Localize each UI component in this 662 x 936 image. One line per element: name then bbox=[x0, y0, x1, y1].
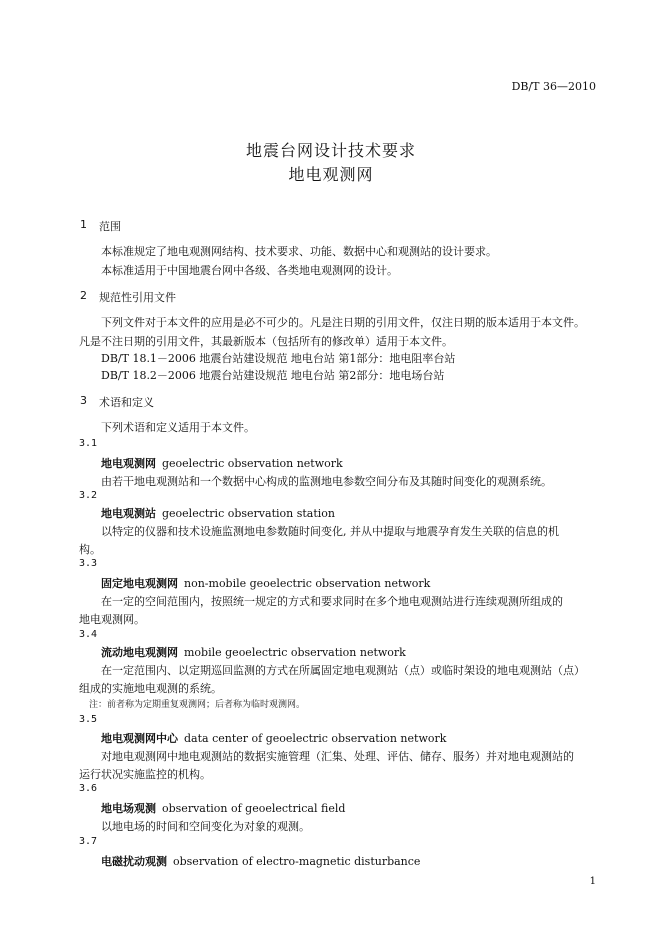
reference-item: DB/T 18.2－2006 地震台站建设规范 地电台站 第2部分：地电场台站 bbox=[101, 369, 445, 382]
term-number: 3.2 bbox=[79, 490, 98, 501]
term-chinese: 流动地电观测网 bbox=[101, 646, 178, 659]
term-english: non-mobile geoelectric observation network bbox=[184, 577, 431, 590]
paragraph: 本标准适用于中国地震台网中各级、各类地电观测网的设计。 bbox=[101, 264, 398, 277]
section-number: 3 bbox=[80, 394, 87, 407]
term-heading bbox=[101, 644, 406, 660]
term-heading bbox=[101, 853, 420, 869]
page-number: 1 bbox=[589, 876, 596, 887]
term-definition: 在一定的空间范围内，按照统一规定的方式和要求同时在多个地电观测站进行连续观测所组成的 bbox=[101, 595, 563, 608]
section-title: 规范性引用文件 bbox=[99, 291, 176, 304]
paragraph: 本标准规定了地电观测网结构、技术要求、功能、数据中心和观测站的设计要求。 bbox=[101, 245, 497, 258]
term-english: geoelectric observation station bbox=[162, 507, 335, 520]
term-heading bbox=[101, 575, 430, 591]
term-english: data center of geoelectric observation network bbox=[184, 732, 447, 745]
standard-number: DB/T 36—2010 bbox=[511, 80, 596, 93]
term-english: mobile geoelectric observation network bbox=[184, 646, 406, 659]
term-chinese: 固定地电观测网 bbox=[101, 577, 178, 590]
term-note: 注：前者称为定期重复观测网；后者称为临时观测网。 bbox=[89, 700, 306, 710]
paragraph: 下列术语和定义适用于本文件。 bbox=[101, 421, 255, 434]
term-heading bbox=[101, 730, 446, 746]
term-english: observation of electro-magnetic disturbance bbox=[173, 855, 421, 868]
term-definition: 以地电场的时间和空间变化为对象的观测。 bbox=[101, 820, 310, 833]
term-number: 3.7 bbox=[79, 836, 98, 847]
term-definition: 由若干地电观测站和一个数据中心构成的监测地电参数空间分布及其随时间变化的观测系统。 bbox=[101, 475, 552, 488]
paragraph-continuation: 凡是不注日期的引用文件，其最新版本（包括所有的修改单）适用于本文件。 bbox=[79, 335, 453, 348]
term-definition: 以特定的仪器和技术设施监测地电参数随时间变化, 并从中提取与地震孕育发生关联的信息的机 bbox=[101, 525, 559, 538]
term-heading bbox=[101, 800, 345, 816]
document-subtitle: 地电观测网 bbox=[288, 165, 374, 184]
term-definition-continuation: 构。 bbox=[79, 543, 101, 556]
term-chinese: 地电观测站 bbox=[101, 507, 156, 520]
reference-item: DB/T 18.1－2006 地震台站建设规范 地电台站 第1部分：地电阻率台站 bbox=[101, 352, 456, 365]
section-number: 1 bbox=[80, 218, 87, 231]
term-definition-continuation: 地电观测网。 bbox=[79, 613, 145, 626]
term-chinese: 电磁扰动观测 bbox=[101, 855, 167, 868]
term-definition: 对地电观测网中地电观测站的数据实施管理（汇集、处理、评估、储存、服务）并对地电观测站的 bbox=[101, 750, 574, 763]
term-number: 3.3 bbox=[79, 558, 98, 569]
term-definition: 在一定范围内、以定期巡回监测的方式在所属固定地电观测站（点）或临时架设的地电观测站（点） bbox=[101, 664, 585, 677]
term-number: 3.6 bbox=[79, 783, 98, 794]
term-chinese: 地电观测网中心 bbox=[101, 732, 178, 745]
paragraph: 下列文件对于本文件的应用是必不可少的。凡是注日期的引用文件，仅注日期的版本适用于本文件。 bbox=[101, 316, 585, 329]
term-definition-continuation: 运行状况实施监控的机构。 bbox=[79, 768, 211, 781]
term-english: geoelectric observation network bbox=[162, 457, 343, 470]
section-title: 术语和定义 bbox=[99, 396, 154, 409]
term-chinese: 地电观测网 bbox=[101, 457, 156, 470]
term-chinese: 地电场观测 bbox=[101, 802, 156, 815]
document-title: 地震台网设计技术要求 bbox=[245, 141, 416, 160]
term-number: 3.4 bbox=[79, 629, 98, 640]
term-english: observation of geoelectrical field bbox=[162, 802, 346, 815]
section-title: 范围 bbox=[99, 220, 121, 233]
term-heading bbox=[101, 455, 343, 471]
term-definition-continuation: 组成的实施地电观测的系统。 bbox=[79, 682, 222, 695]
section-number: 2 bbox=[80, 289, 87, 302]
term-number: 3.1 bbox=[79, 438, 98, 449]
term-heading bbox=[101, 505, 335, 521]
term-number: 3.5 bbox=[79, 714, 98, 725]
